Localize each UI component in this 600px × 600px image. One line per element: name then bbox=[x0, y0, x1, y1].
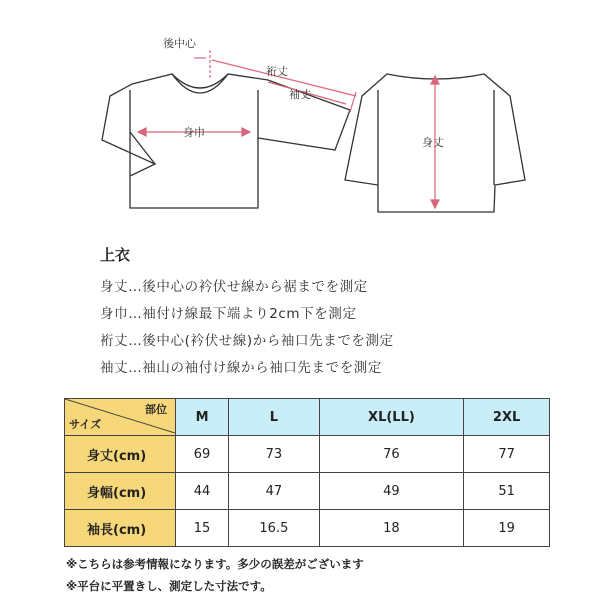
table-cell: 44 bbox=[176, 473, 229, 510]
description-line: 裄丈…後中心(衿伏せ線)から袖口先までを測定 bbox=[100, 333, 394, 349]
note-line: ※平台に平置きし、測定した寸法です。 bbox=[66, 579, 272, 593]
table-cell: 47 bbox=[229, 473, 320, 510]
column-header: M bbox=[176, 399, 229, 436]
table-cell: 51 bbox=[464, 473, 550, 510]
table-cell: 76 bbox=[319, 436, 464, 473]
column-header: XL(LL) bbox=[319, 399, 464, 436]
table-header-row bbox=[65, 399, 550, 436]
corner-part-label: 部位 bbox=[145, 403, 167, 416]
row-header: 身丈(cm) bbox=[65, 436, 176, 473]
table-cell: 16.5 bbox=[229, 510, 320, 547]
length-label: 身丈 bbox=[422, 136, 444, 149]
size-table bbox=[64, 398, 550, 547]
row-header: 袖長(cm) bbox=[65, 510, 176, 547]
description-line: 袖丈…袖山の袖付け線から袖口先までを測定 bbox=[100, 360, 382, 376]
section-title: 上衣 bbox=[100, 246, 131, 264]
table-row bbox=[65, 473, 550, 510]
sleeve-label: 袖丈 bbox=[289, 88, 311, 101]
table-corner-cell bbox=[65, 399, 176, 436]
corner-size-label: サイズ bbox=[69, 418, 102, 431]
table-row bbox=[65, 436, 550, 473]
garment-diagram bbox=[0, 0, 600, 240]
table-cell: 73 bbox=[229, 436, 320, 473]
yuki-label: 裄丈 bbox=[266, 65, 288, 78]
description-line: 身丈…後中心の衿伏せ線から裾までを測定 bbox=[100, 279, 368, 295]
note-line: ※こちらは参考情報になります。多少の誤差がございます bbox=[66, 557, 364, 571]
column-header: 2XL bbox=[464, 399, 550, 436]
back-center-label: 後中心 bbox=[163, 37, 196, 50]
table-cell: 77 bbox=[464, 436, 550, 473]
width-label: 身巾 bbox=[183, 126, 205, 139]
row-header: 身幅(cm) bbox=[65, 473, 176, 510]
table-cell: 19 bbox=[464, 510, 550, 547]
description-line: 身巾…袖付け線最下端より2cm下を測定 bbox=[100, 306, 357, 322]
table-cell: 18 bbox=[319, 510, 464, 547]
column-header: L bbox=[229, 399, 320, 436]
table-row bbox=[65, 510, 550, 547]
table-cell: 15 bbox=[176, 510, 229, 547]
table-cell: 49 bbox=[319, 473, 464, 510]
table-cell: 69 bbox=[176, 436, 229, 473]
